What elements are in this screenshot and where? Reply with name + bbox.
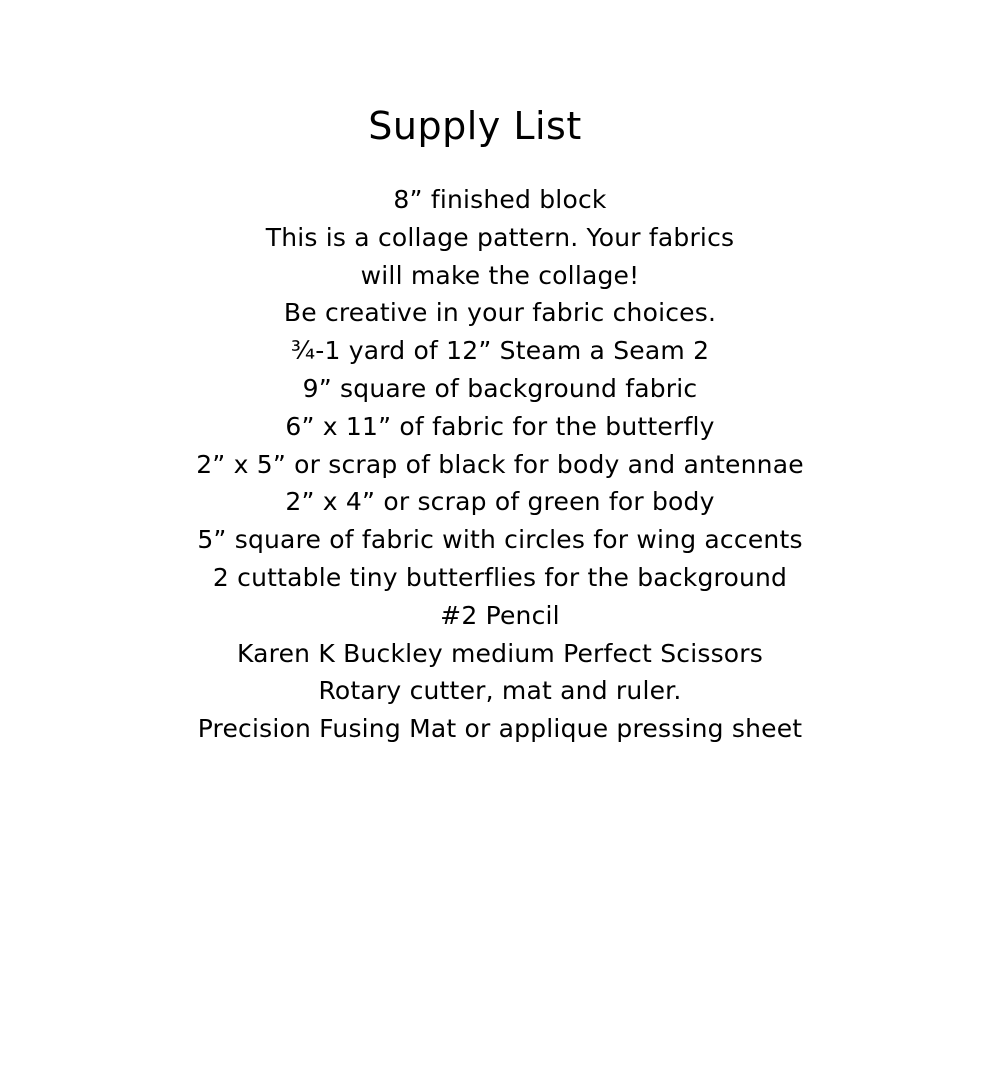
list-item: Rotary cutter, mat and ruler. — [318, 676, 682, 706]
list-item: ¾-1 yard of 12” Steam a Seam 2 — [290, 336, 710, 366]
list-item: 2 cuttable tiny butterflies for the background — [212, 562, 788, 592]
list-item: Karen K Buckley medium Perfect Scissors — [236, 638, 764, 668]
list-item: 6” x 11” of fabric for the butterfly — [285, 411, 715, 441]
list-item: will make the collage! — [360, 260, 640, 290]
list-item: This is a collage pattern. Your fabrics — [265, 222, 735, 252]
list-item: 5” square of fabric with circles for wing accents — [197, 525, 803, 555]
list-item: #2 Pencil — [440, 600, 560, 630]
list-item: Precision Fusing Mat or applique pressing sheet — [197, 714, 803, 744]
list-item: 8” finished block — [393, 185, 607, 214]
page-title: Supply List — [368, 104, 582, 148]
list-item: 9” square of background fabric — [302, 373, 698, 403]
list-item: Be creative in your fabric choices. — [283, 298, 717, 328]
list-item: 2” x 4” or scrap of green for body — [285, 487, 715, 517]
supply-list — [0, 181, 1000, 748]
list-item: 2” x 5” or scrap of black for body and antennae — [196, 449, 804, 479]
